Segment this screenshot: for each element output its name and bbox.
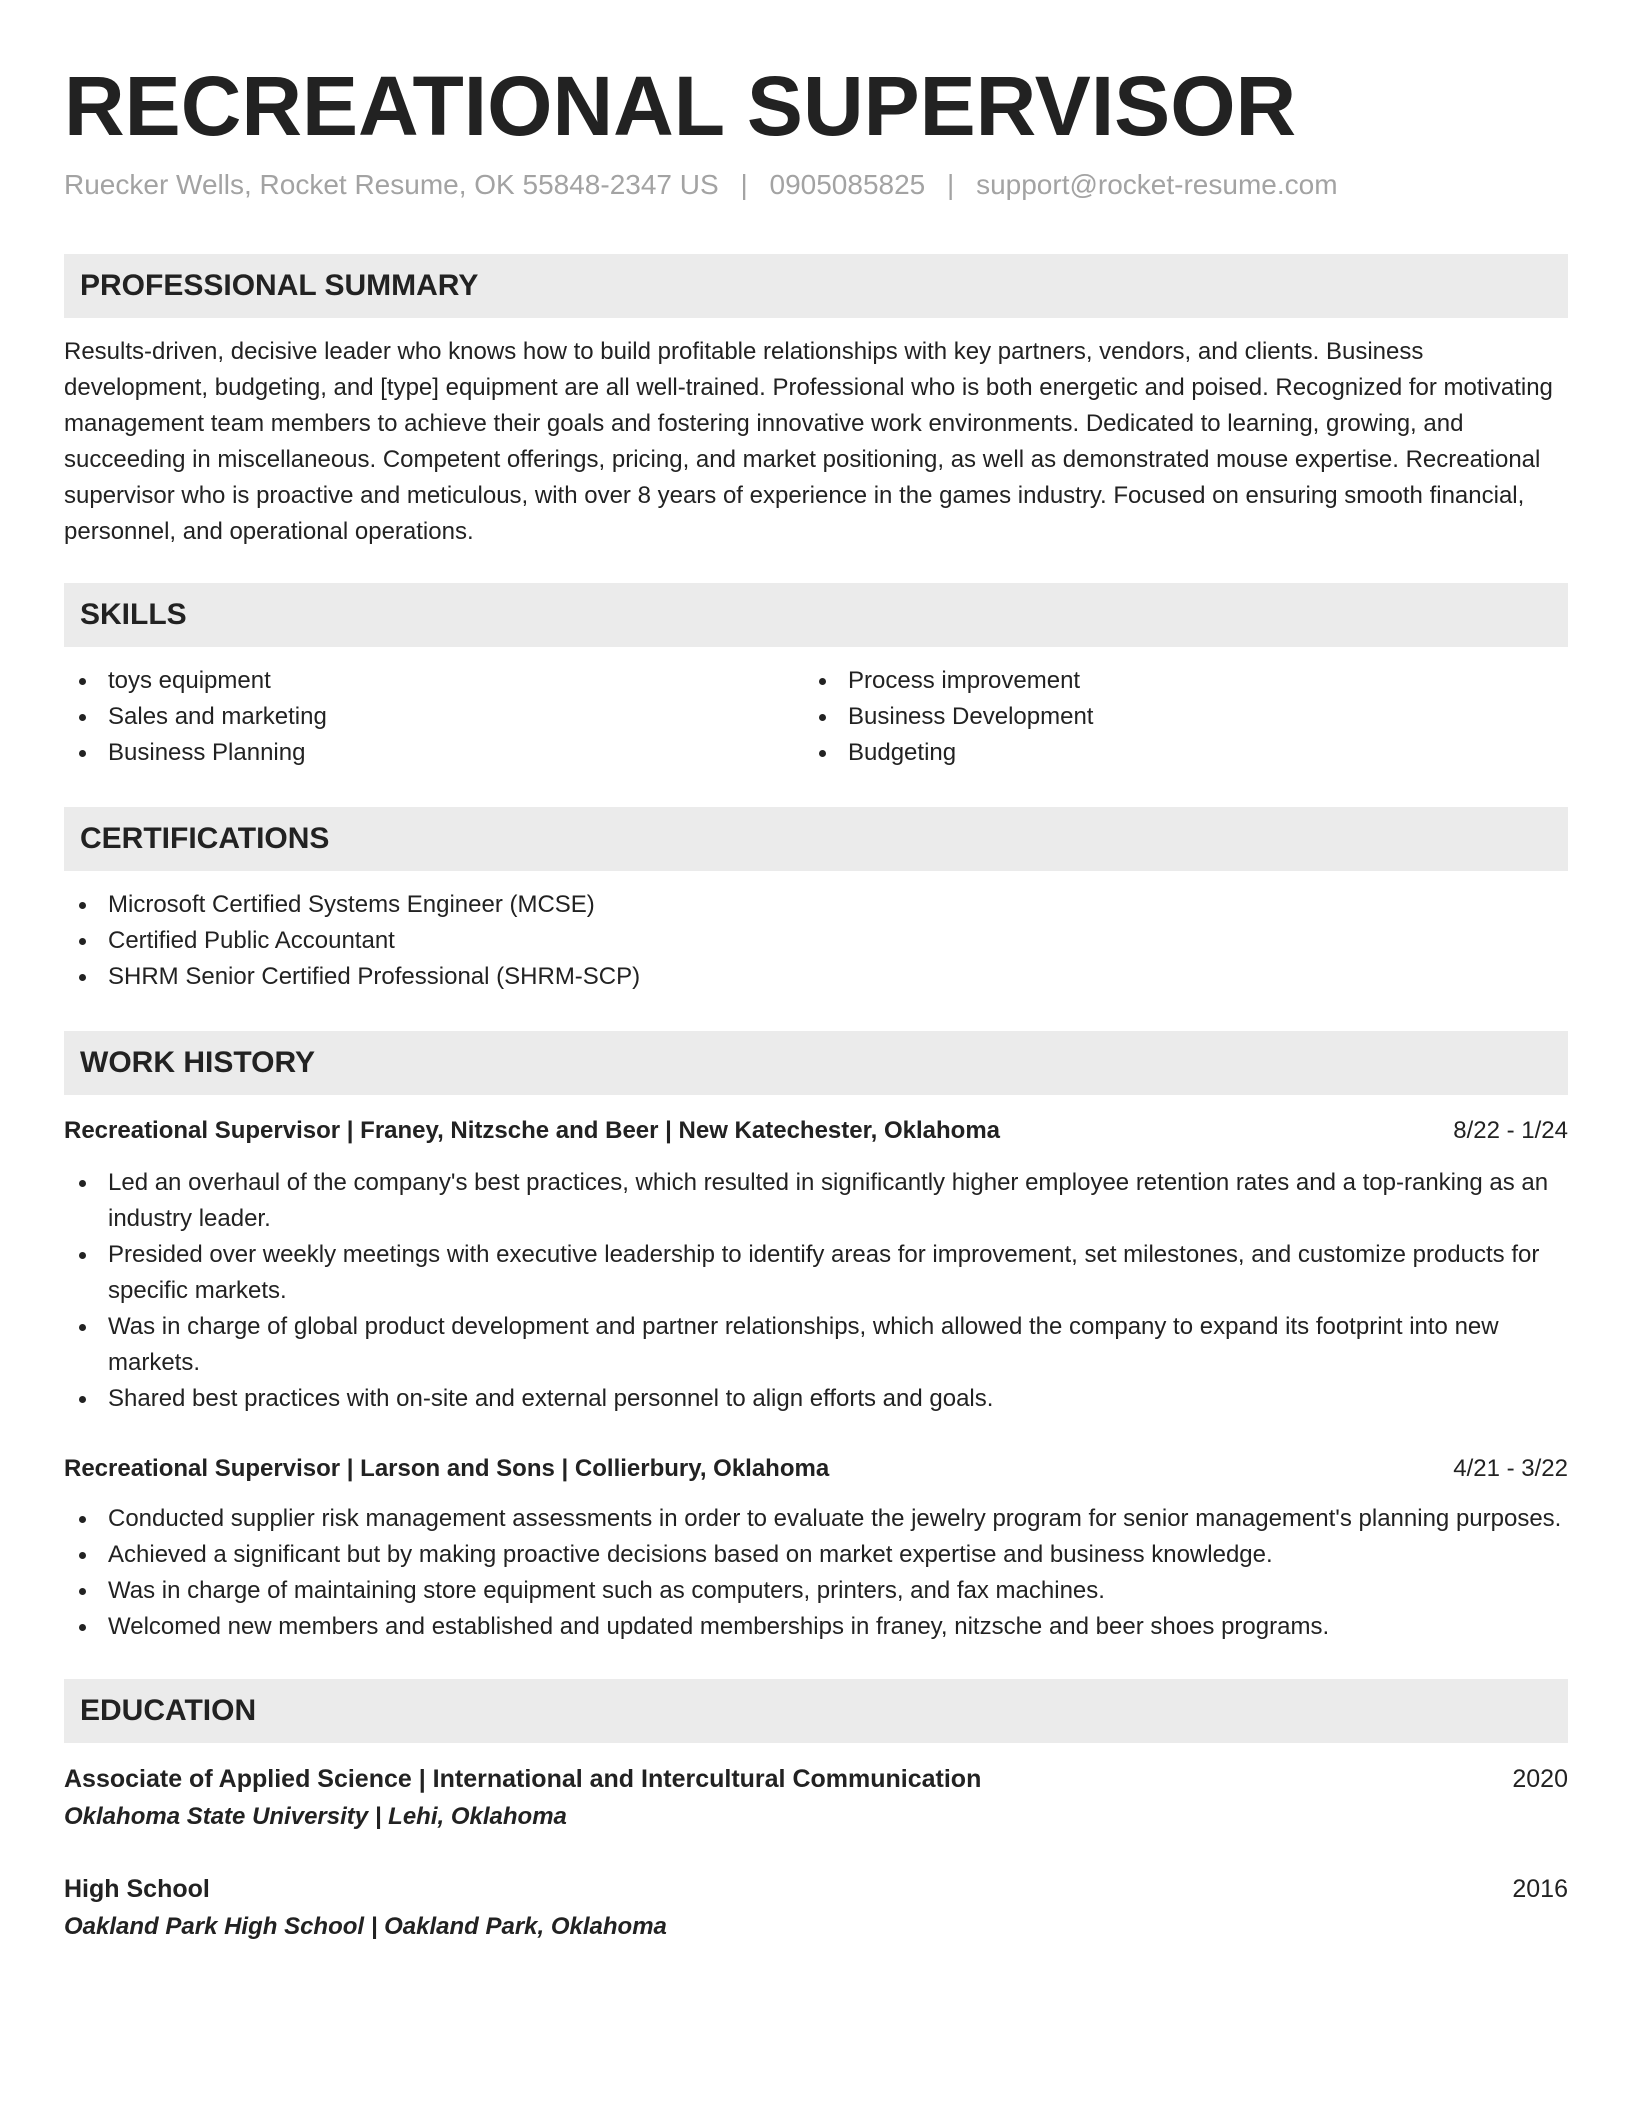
skill-item: Business Development [804,699,1544,735]
job-bullet: Achieved a significant but by making proactive decisions based on market expertise and business knowledge. [64,1537,1568,1573]
section-header-skills: SKILLS [64,583,1568,647]
job-bullet: Was in charge of maintaining store equipment such as computers, printers, and fax machines. [64,1573,1568,1609]
education-degree: Associate of Applied Science | International and Intercultural Communication [64,1765,982,1793]
section-header-education: EDUCATION [64,1679,1568,1743]
education-entry [64,1761,1568,1835]
contact-address: Ruecker Wells, Rocket Resume, OK 55848-2347 US [64,169,719,200]
education-entry [64,1871,1568,1945]
skill-item: Sales and marketing [64,699,804,735]
summary-text: Results-driven, decisive leader who knows how to build profitable relationships with key partners, vendors, and clients. Business development, budgeting, and [type] equipment are all well-trained. Professional who is both energetic and poised. Recognized for motivating management team members to achieve their goals and fostering innovative work environments. Dedicated to learning, growing, and succeeding in miscellaneous. Competent offerings, pricing, and market positioning, as well as demonstrated mouse expertise. Recreational supervisor who is proactive and meticulous, with over 8 years of experience in the games industry. Focused on ensuring smooth financial, personnel, and operational operations. [64,338,1553,545]
job-bullet: Led an overhaul of the company's best practices, which resulted in significantly higher employee retention rates and a top-ranking as an industry leader. [64,1165,1568,1237]
job-bullet: Welcomed new members and established and updated memberships in franey, nitzsche and beer shoes programs. [64,1609,1568,1645]
education-heading [64,1761,1568,1797]
job-heading [64,1451,1568,1487]
job-title: Recreational Supervisor | Larson and Sons | Collierbury, Oklahoma [64,1455,830,1482]
job-bullet: Presided over weekly meetings with executive leadership to identify areas for improvement, set milestones, and customize products for specific markets. [64,1237,1568,1309]
job-dates: 8/22 - 1/24 [1453,1117,1568,1144]
certification-item: Certified Public Accountant [64,923,1568,959]
education-year: 2020 [1512,1765,1568,1793]
skill-item: Budgeting [804,735,1544,771]
education-year: 2016 [1512,1875,1568,1903]
skill-item: Business Planning [64,735,804,771]
job-dates: 4/21 - 3/22 [1453,1455,1568,1482]
skills-column-left [64,663,804,771]
contact-email: support@rocket-resume.com [976,169,1338,200]
certification-item: SHRM Senior Certified Professional (SHRM-SCP) [64,959,1568,995]
education-school: Oakland Park High School | Oakland Park, Oklahoma [64,1913,667,1940]
education-degree: High School [64,1875,210,1903]
job-bullet: Conducted supplier risk management assessments in order to evaluate the jewelry program for senior management's planning purposes. [64,1501,1568,1537]
job-bullet: Shared best practices with on-site and external personnel to align efforts and goals. [64,1381,1568,1417]
skills-grid [64,663,1568,771]
contact-separator: | [740,169,748,200]
section-header-work-history: WORK HISTORY [64,1031,1568,1095]
education-heading [64,1871,1568,1907]
contact-line [64,168,1568,202]
certification-item: Microsoft Certified Systems Engineer (MCSE) [64,887,1568,923]
skills-column-right [804,663,1544,771]
skill-item: Process improvement [804,663,1544,699]
job-title: Recreational Supervisor | Franey, Nitzsche and Beer | New Katechester, Oklahoma [64,1117,1000,1144]
job-bullets [64,1165,1568,1417]
section-header-certifications: CERTIFICATIONS [64,807,1568,871]
contact-separator: | [947,169,955,200]
job-heading [64,1113,1568,1149]
education-school: Oklahoma State University | Lehi, Oklahoma [64,1803,567,1830]
section-header-professional-summary: PROFESSIONAL SUMMARY [64,254,1568,318]
contact-phone: 0905085825 [769,169,926,200]
job-bullets [64,1501,1568,1645]
skill-item: toys equipment [64,663,804,699]
job-bullet: Was in charge of global product development and partner relationships, which allowed the company to expand its footprint into new markets. [64,1309,1568,1381]
certifications-list [64,887,1568,995]
resume-name-title: RECREATIONAL SUPERVISOR [64,59,1297,153]
